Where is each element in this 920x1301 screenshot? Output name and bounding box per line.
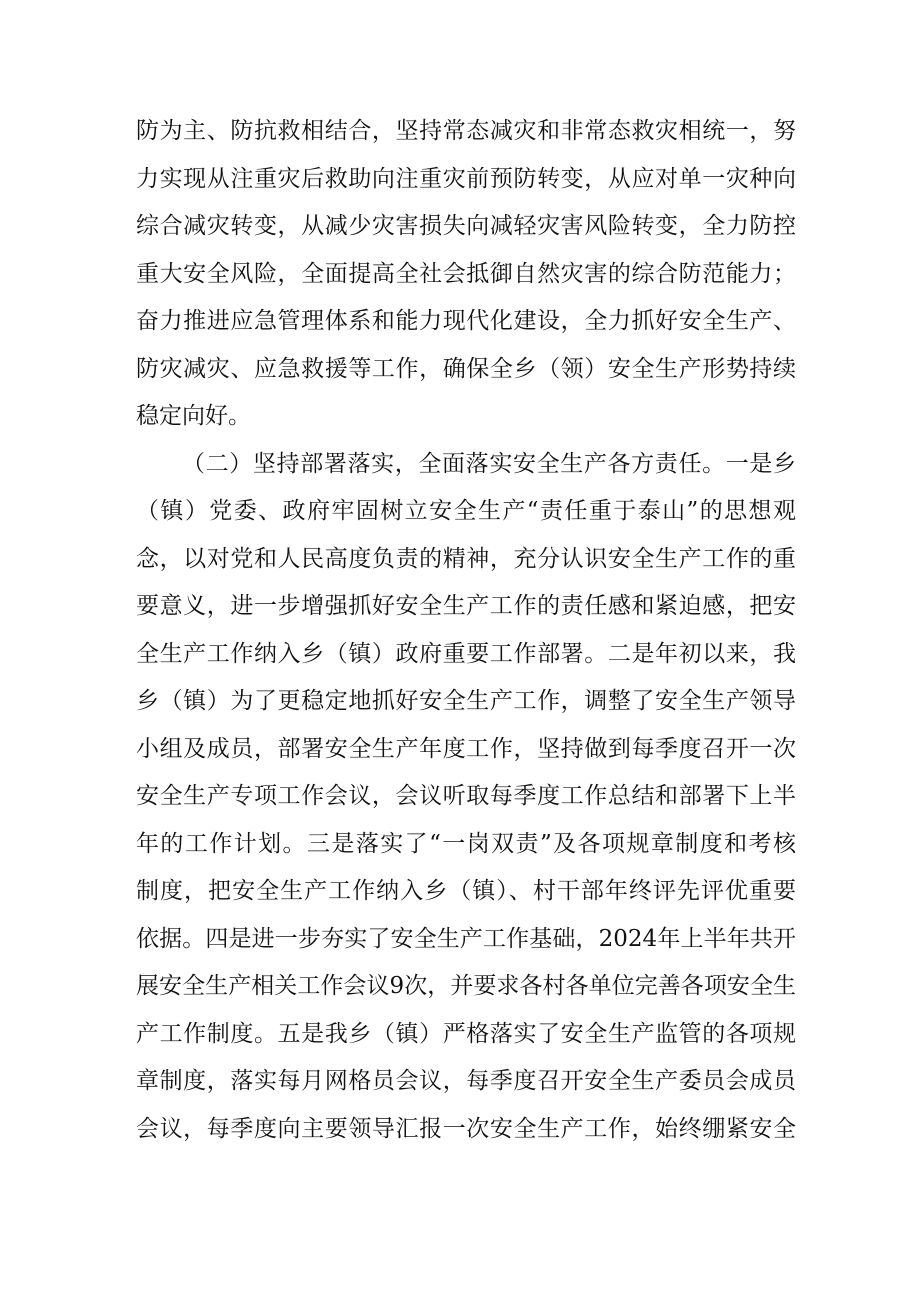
paragraph-line: 全生产工作纳入乡（镇）政府重要工作部署。二是年初以来，我 — [136, 640, 796, 667]
paragraph-line: 念，以对党和人民高度负责的精神，充分认识安全生产工作的重 — [136, 545, 796, 572]
paragraph-line: 重大安全风险，全面提高全社会抵御自然灾害的综合防范能力； — [136, 260, 796, 287]
section-heading-line: （二）坚持部署落实，全面落实安全生产各方责任。一是乡 — [182, 450, 796, 477]
paragraph-line: 要意义，进一步增强抓好安全生产工作的责任感和紧迫感，把安 — [136, 593, 796, 619]
paragraph-line: 防灾减灾、应急救援等工作，确保全乡（领）安全生产形势持续 — [136, 355, 796, 382]
paragraph-line: 产工作制度。五是我乡（镇）严格落实了安全生产监管的各项规 — [136, 1020, 796, 1047]
paragraph-line: 安全生产专项工作会议，会议听取每季度工作总结和部署下上半 — [136, 783, 796, 809]
paragraph-line: 力实现从注重灾后救助向注重灾前预防转变，从应对单一灾种向 — [136, 165, 796, 192]
paragraph-line: 稳定向好。 — [136, 403, 251, 429]
document-body — [136, 108, 796, 1153]
paragraph-line: 展安全生产相关工作会议9次，并要求各村各单位完善各项安全生 — [136, 973, 796, 999]
paragraph-line: 小组及成员，部署安全生产年度工作，坚持做到每季度召开一次 — [136, 735, 796, 762]
paragraph-line: 防为主、防抗救相结合，坚持常态减灾和非常态救灾相统一，努 — [136, 118, 796, 144]
paragraph-line: 依据。四是进一步夯实了安全生产工作基础，2024年上半年共开 — [136, 925, 796, 952]
paragraph-line: 乡（镇）为了更稳定地抓好安全生产工作，调整了安全生产领导 — [136, 688, 796, 714]
paragraph-line: 综合减灾转变，从减少灾害损失向减轻灾害风险转变，全力防控 — [136, 213, 796, 239]
paragraph-line: 奋力推进应急管理体系和能力现代化建设，全力抓好安全生产、 — [136, 308, 796, 334]
paragraph-line: 年的工作计划。三是落实了“一岗双责”及各项规章制度和考核 — [136, 830, 796, 857]
paragraph-line: 会议，每季度向主要领导汇报一次安全生产工作，始终绷紧安全 — [136, 1115, 796, 1142]
paragraph-line: 章制度，落实每月网格员会议，每季度召开安全生产委员会成员 — [136, 1068, 796, 1094]
paragraph-line: 制度，把安全生产工作纳入乡（镇）、村干部年终评先评优重要 — [136, 878, 796, 904]
paragraph-line: （镇）党委、政府牢固树立安全生产“责任重于泰山”的思想观 — [136, 498, 796, 524]
